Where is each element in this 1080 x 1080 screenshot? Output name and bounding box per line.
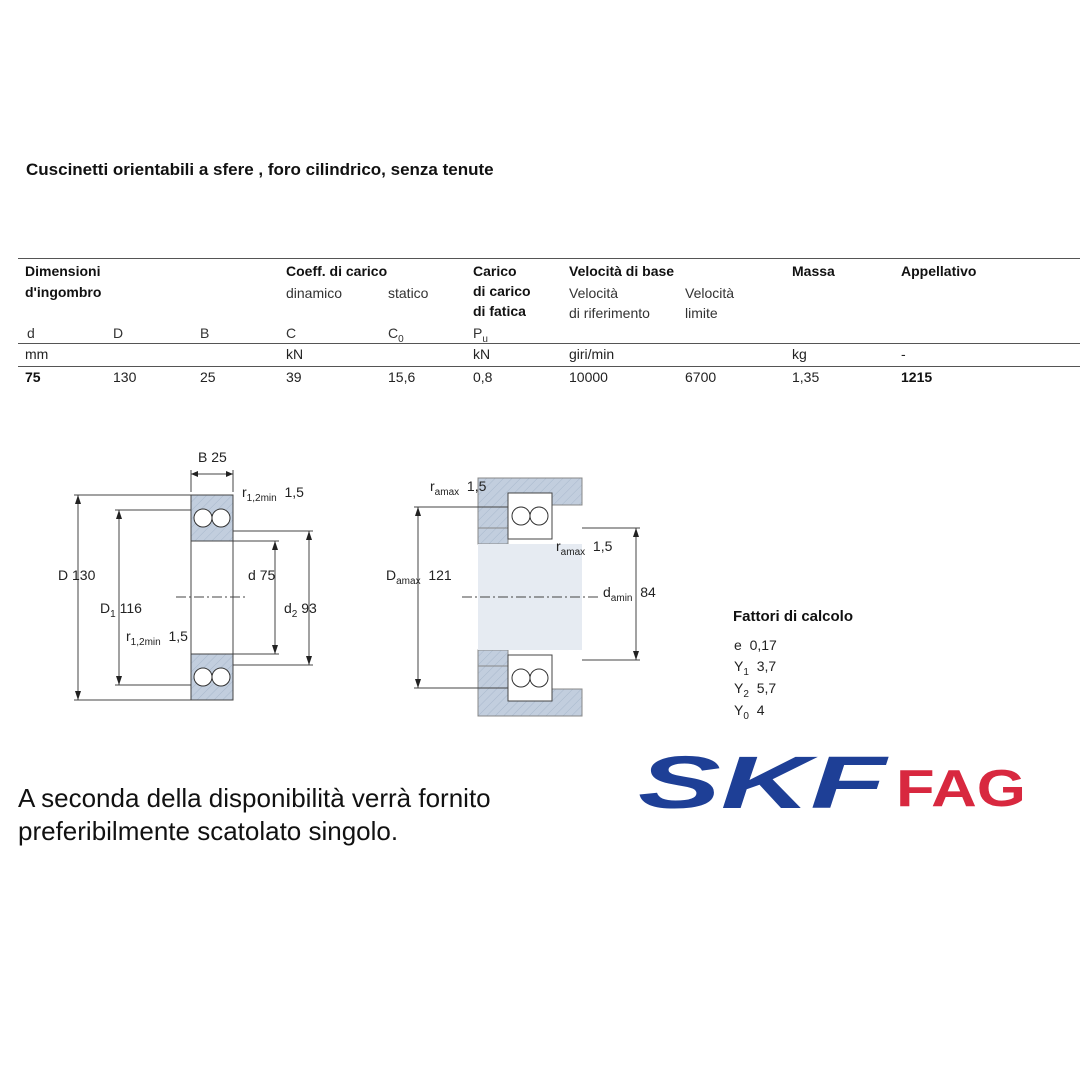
table-row-vel-rif: 10000 <box>569 369 608 385</box>
header-carico-line1: Carico <box>473 263 517 279</box>
unit-kN-coeff: kN <box>286 346 304 362</box>
label-B: B 25 <box>198 449 227 465</box>
header-dimensioni-line2: d'ingombro <box>25 284 102 300</box>
label-r-mid: $r_{1,2min}$ 1,5 <box>126 628 188 648</box>
unit-kN-fatica: kN <box>473 346 491 362</box>
symbol-d: d <box>27 325 35 341</box>
table-row-massa: 1,35 <box>792 369 820 385</box>
mounted-ball-bottom-1 <box>512 669 530 687</box>
table-row-B: 25 <box>200 369 216 385</box>
table-header-rule <box>18 343 1080 344</box>
subheader-vel-lim-line1: Velocità <box>685 285 735 301</box>
symbol-C: C <box>286 325 297 341</box>
header-carico-fatica <box>473 261 531 321</box>
subheader-statico: statico <box>388 285 429 301</box>
unit-giri: giri/min <box>569 346 615 362</box>
header-carico-line2: di carico <box>473 283 531 299</box>
symbol-D: D <box>113 325 124 341</box>
table-row-Pu: 0,8 <box>473 369 493 385</box>
table-row-C: 39 <box>286 369 302 385</box>
ball-bottom-2 <box>212 668 230 686</box>
label-ra-top: $r_{amax}$ 1,5 <box>430 478 487 498</box>
label-Da: $D_{amax}$ 121 <box>386 567 452 587</box>
table-row-D: 130 <box>113 369 137 385</box>
subheader-vel-rif-line1: Velocità <box>569 285 619 301</box>
fattori-title: Fattori di calcolo <box>733 608 854 625</box>
label-ra-mid: $r_{amax}$ 1,5 <box>556 538 613 558</box>
unit-mm: mm <box>25 346 49 362</box>
fattore-Y0: $Y_0$ 4 <box>734 702 765 722</box>
symbol-B: B <box>200 325 210 341</box>
header-massa: Massa <box>792 263 835 279</box>
unit-appellativo: - <box>901 346 906 362</box>
header-dimensioni <box>25 261 101 303</box>
skf-logo: SKF <box>638 748 890 818</box>
label-D1: $D_1$ 116 <box>100 600 142 620</box>
header-coeff-carico: Coeff. di carico <box>286 263 388 279</box>
table-row-appellativo: 1215 <box>901 369 933 385</box>
skf-fag-logo <box>638 748 1038 818</box>
subheader-vel-lim-line2: limite <box>685 305 718 321</box>
bearing-drawings <box>0 430 1080 750</box>
header-appellativo: Appellativo <box>901 263 977 279</box>
header-dimensioni-line1: Dimensioni <box>25 263 101 279</box>
availability-note: A seconda della disponibilità verrà fornito preferibilmente scatolato singolo. <box>18 783 491 846</box>
mounted-ball-top-1 <box>512 507 530 525</box>
label-d2: $d_2$ 93 <box>284 600 317 620</box>
label-da: $d_{amin}$ 84 <box>603 584 656 604</box>
symbol-Pu-sub: u <box>482 333 488 345</box>
fattore-Y1: $Y_1$ 3,7 <box>734 658 777 678</box>
symbol-C0-letter: C <box>388 325 399 341</box>
header-velocita: Velocità di base <box>569 263 675 279</box>
fag-logo: FAG <box>896 760 1026 818</box>
symbol-Pu-letter: P <box>473 325 483 341</box>
subheader-dinamico: dinamico <box>286 285 343 301</box>
subheader-vel-rif-line2: di riferimento <box>569 305 650 321</box>
shaft-step-top <box>478 528 508 544</box>
ball-bottom-1 <box>194 668 212 686</box>
fattore-Y2: $Y_2$ 5,7 <box>734 680 777 700</box>
mounted-ball-top-2 <box>530 507 548 525</box>
symbol-C0 <box>388 323 404 350</box>
bearing-section-left <box>74 470 313 700</box>
mounted-ball-bottom-2 <box>530 669 548 687</box>
table-row-vel-lim: 6700 <box>685 369 717 385</box>
unit-kg: kg <box>792 346 807 362</box>
table-row-C0: 15,6 <box>388 369 416 385</box>
symbol-C0-sub: 0 <box>398 333 404 345</box>
subheader-velocita-riferimento <box>569 283 650 323</box>
table-row-d: 75 <box>25 369 41 385</box>
label-D: D 130 <box>58 567 96 583</box>
ball-top-2 <box>212 509 230 527</box>
ball-top-1 <box>194 509 212 527</box>
header-carico-line3: di fatica <box>473 303 526 319</box>
label-d: d 75 <box>248 567 276 583</box>
table-units-rule <box>18 366 1080 367</box>
label-r-top: $r_{1,2min}$ 1,5 <box>242 484 304 504</box>
table-top-rule <box>18 258 1080 259</box>
fattore-e: e 0,17 <box>734 637 777 653</box>
shaft-step-bottom <box>478 650 508 666</box>
page-title: Cuscinetti orientabili a sfere , foro cilindrico, senza tenute <box>26 160 494 179</box>
subheader-velocita-limite <box>685 283 734 323</box>
